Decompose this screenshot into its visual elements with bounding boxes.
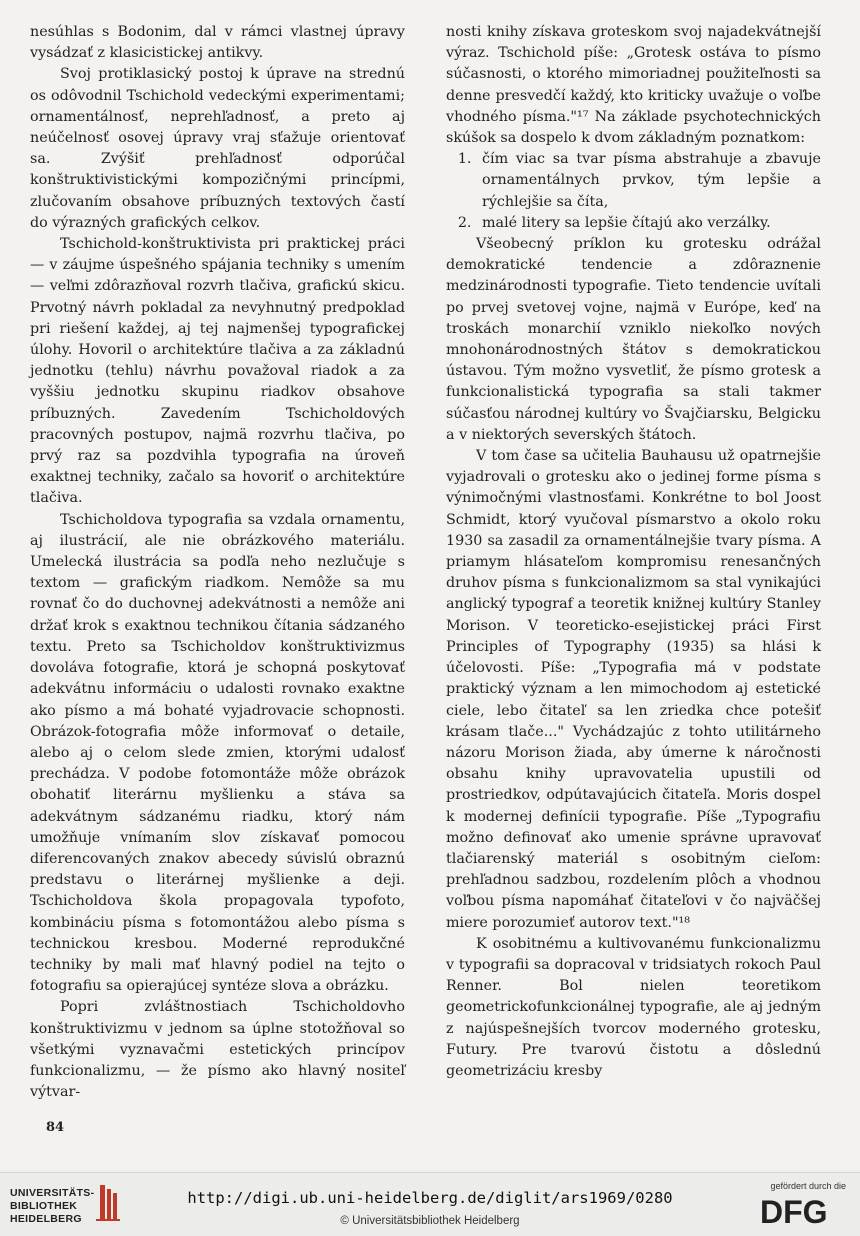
copyright-notice: © Universitätsbibliothek Heidelberg <box>340 1215 520 1227</box>
source-url-link[interactable]: http://digi.ub.uni-heidelberg.de/diglit/ars1969/0280 <box>187 1189 673 1207</box>
dfg-logo-text: DFG <box>760 1195 828 1227</box>
list-item: 2. malé litery sa lepšie čítajú ako verzálky. <box>476 213 821 234</box>
institution-line: HEIDELBERG <box>10 1213 82 1225</box>
dfg-logo-icon <box>760 1195 846 1227</box>
numbered-list <box>446 149 821 234</box>
paragraph: Tschichold-konštruktivista pri praktickej práci — v záujme úspešného spájania techniky s umením — veľmi zdôrazňoval rozvrh tlačiva, grafickú skicu. Prvotný návrh pokladal za nevyhnutný predpoklad pri riešení každej, aj tej najmenšej typografickej úlohy. Hovoril o architektúre tlačiva a za základnú jednotku (tehlu) návrhu považoval riadok a za vyššiu jednotku skupinu riadkov obsahove príbuzných. Zavedením Tschicholdových pracovných postupov, najmä rozvrhu tlačiva, po prvý raz sa pozdvihla typografia na úroveň exaktnej techniky, začalo sa hovoriť o architektúre tlačiva. <box>30 236 405 507</box>
paragraph: nesúhlas s Bodonim, dal v rámci vlastnej úpravy vysádzať z klasicistickej antikvy. <box>30 24 405 62</box>
paragraph: K osobitnému a kultivovanému funkcionalizmu v typografii sa dopracoval v tridsiatych rokoch Paul Renner. Bol nielen teoretikom geometrickofunkcionálnej typografie, ale aj jedným z najúspešnejších tvorcov moderného grotesku, Futury. Pre tvarovú čistotu a dôslednú geometrizáciu kresby <box>446 935 821 1079</box>
list-item: 1. čím viac sa tvar písma abstrahuje a zbavuje ornamentálnych prvkov, tým lepšie a rýchlejšie sa číta, <box>476 149 821 213</box>
institution-line: BIBLIOTHEK <box>10 1200 78 1212</box>
left-text-column <box>30 22 405 1103</box>
dfg-logo <box>756 1181 846 1229</box>
paragraph: Popri zvláštnostiach Tschicholdovho konštruktivizmu v jednom sa úplne stotožňoval so všetkými vyznavačmi estetických princípov funkcionalizmu, — že písmo ako hlavný nositeľ výtvar- <box>30 999 405 1101</box>
paragraph: nosti knihy získava groteskom svoj najadekvátnejší výraz. Tschichold píše: „Grotesk ostáva to písmo súčasnosti, o ktorého mimoriadnej použiteľnosti sa denne presvedčí každý, kto kriticky uvažuje o voľbe vhodného písma."¹⁷ Na základe psychotechnických skúšok sa dospelo k dvom základným poznatkom: <box>446 24 821 147</box>
institution-line: UNIVERSITÄTS- <box>10 1187 95 1199</box>
dfg-caption: gefördert durch die <box>770 1181 846 1191</box>
paragraph: Tschicholdova typografia sa vzdala ornamentu, aj ilustrácií, ale nie obrázkového materiálu. Umelecká ilustrácia sa podľa neho nezlučuje s textom — grafickým riadkom. Nemôže sa mu rovnať čo do duchovnej adekvátnosti a nemôže ani držať krok s exaktnou technikou čítania sádzaného textu. Preto sa Tschicholdov konštruktivizmus dovoláva fotografie, ktorá je schopná poskytovať adekvátnu informáciu o udalosti rovnako exaktne ako písmo a má bohaté vyjadrovacie schopnosti. Obrázok-fotografia môže informovať o detaile, alebo aj o celom slede zmien, ktorými udalosť prechádza. V podobe fotomontáže môže obrázok obohatiť literárnu myšlienku a stáva sa adekvátnym sádzanému riadku, ktorý nám umožňuje vnímaním slov získavať pomocou diferencovaných znakov abecedy súvislú obraznú predstavu o literárnej myšlienke a deji. Tschicholdova škola propagovala typofoto, kombináciu písma s fotomontážou alebo písma s technickou kresbou. Moderné reprodukčné techniky by mali mať hlavný podiel na tejto o fotografiu sa opierajúcej syntéze slova a obrázku. <box>30 511 405 995</box>
right-text-column <box>446 22 821 1082</box>
page-number: 84 <box>46 1120 65 1135</box>
paragraph: Všeobecný príklon ku grotesku odrážal demokratické tendencie a zdôraznenie medzinárodnosti typografie. Tieto tendencie uvítali po prvej svetovej vojne, najmä v Európe, keď na troskách monarchií vzniklo niekoľko nových mnohonárodnostných štátov s demokratickou ústavou. Tým možno vysvetliť, že písmo grotesk a funkcionalistická typografia sa stali takmer súčasťou národnej kultúry vo Švajčiarsku, Belgicku a v niektorých severských štátoch. <box>446 236 821 443</box>
paragraph: Svoj protiklasický postoj k úprave na strednú os odôvodnil Tschichold vedeckými experimentami; ornamentálnosť, neprehľadnosť, a preto aj neúčelnosť osovej úpravy vraj sťažuje orientovať sa. Zvýšiť prehľadnosť odporúčal konštruktivistickými kompozičnými princípmi, zlučovaním obsahove príbuzných textových častí do výrazných grafických celkov. <box>30 66 405 231</box>
digitization-footer <box>0 1172 860 1236</box>
paragraph: V tom čase sa učitelia Bauhausu už opatrnejšie vyjadrovali o grotesku ako o jedinej forme písma s výnimočnými vlastnosťami. Konkrétne to bol Joost Schmidt, ktorý vyučoval písmarstvo a okolo roku 1930 sa zasadil za ornamentálnejšie tvary písma. A priamym hlásateľom kompromisu renesančných druhov písma s funkcionalizmom sa stal vynikajúci anglický typograf a teoretik knižnej kultúry Stanley Morison. V teoreticko-esejistickej práci First Principles of Typography (1935) sa hlási k účelovosti. Píše: „Typografia má v podstate praktický význam a len mimochodom aj estetické ciele, lebo čitateľ sa len zriedka chce potešiť krásam tlače..." Vychádzajúc z tohto utilitárneho názoru Morison žiada, aby úmerne k náročnosti obsahu knihy upravovatelia upustili od prostriedkov, odpútavajúcich čitateľa. Moris dospel k modernej definícii typografie. Píše „Typografiu možno definovať ako umenie správne upravovať tlačiarenský materiál s osobitným cieľom: prehľadnou sadzbou, rozdelením plôch a vhodnou voľbou písma napomáhať čitateľovi v čo najväčšej miere porozumieť autorov text."¹⁸ <box>446 448 821 931</box>
